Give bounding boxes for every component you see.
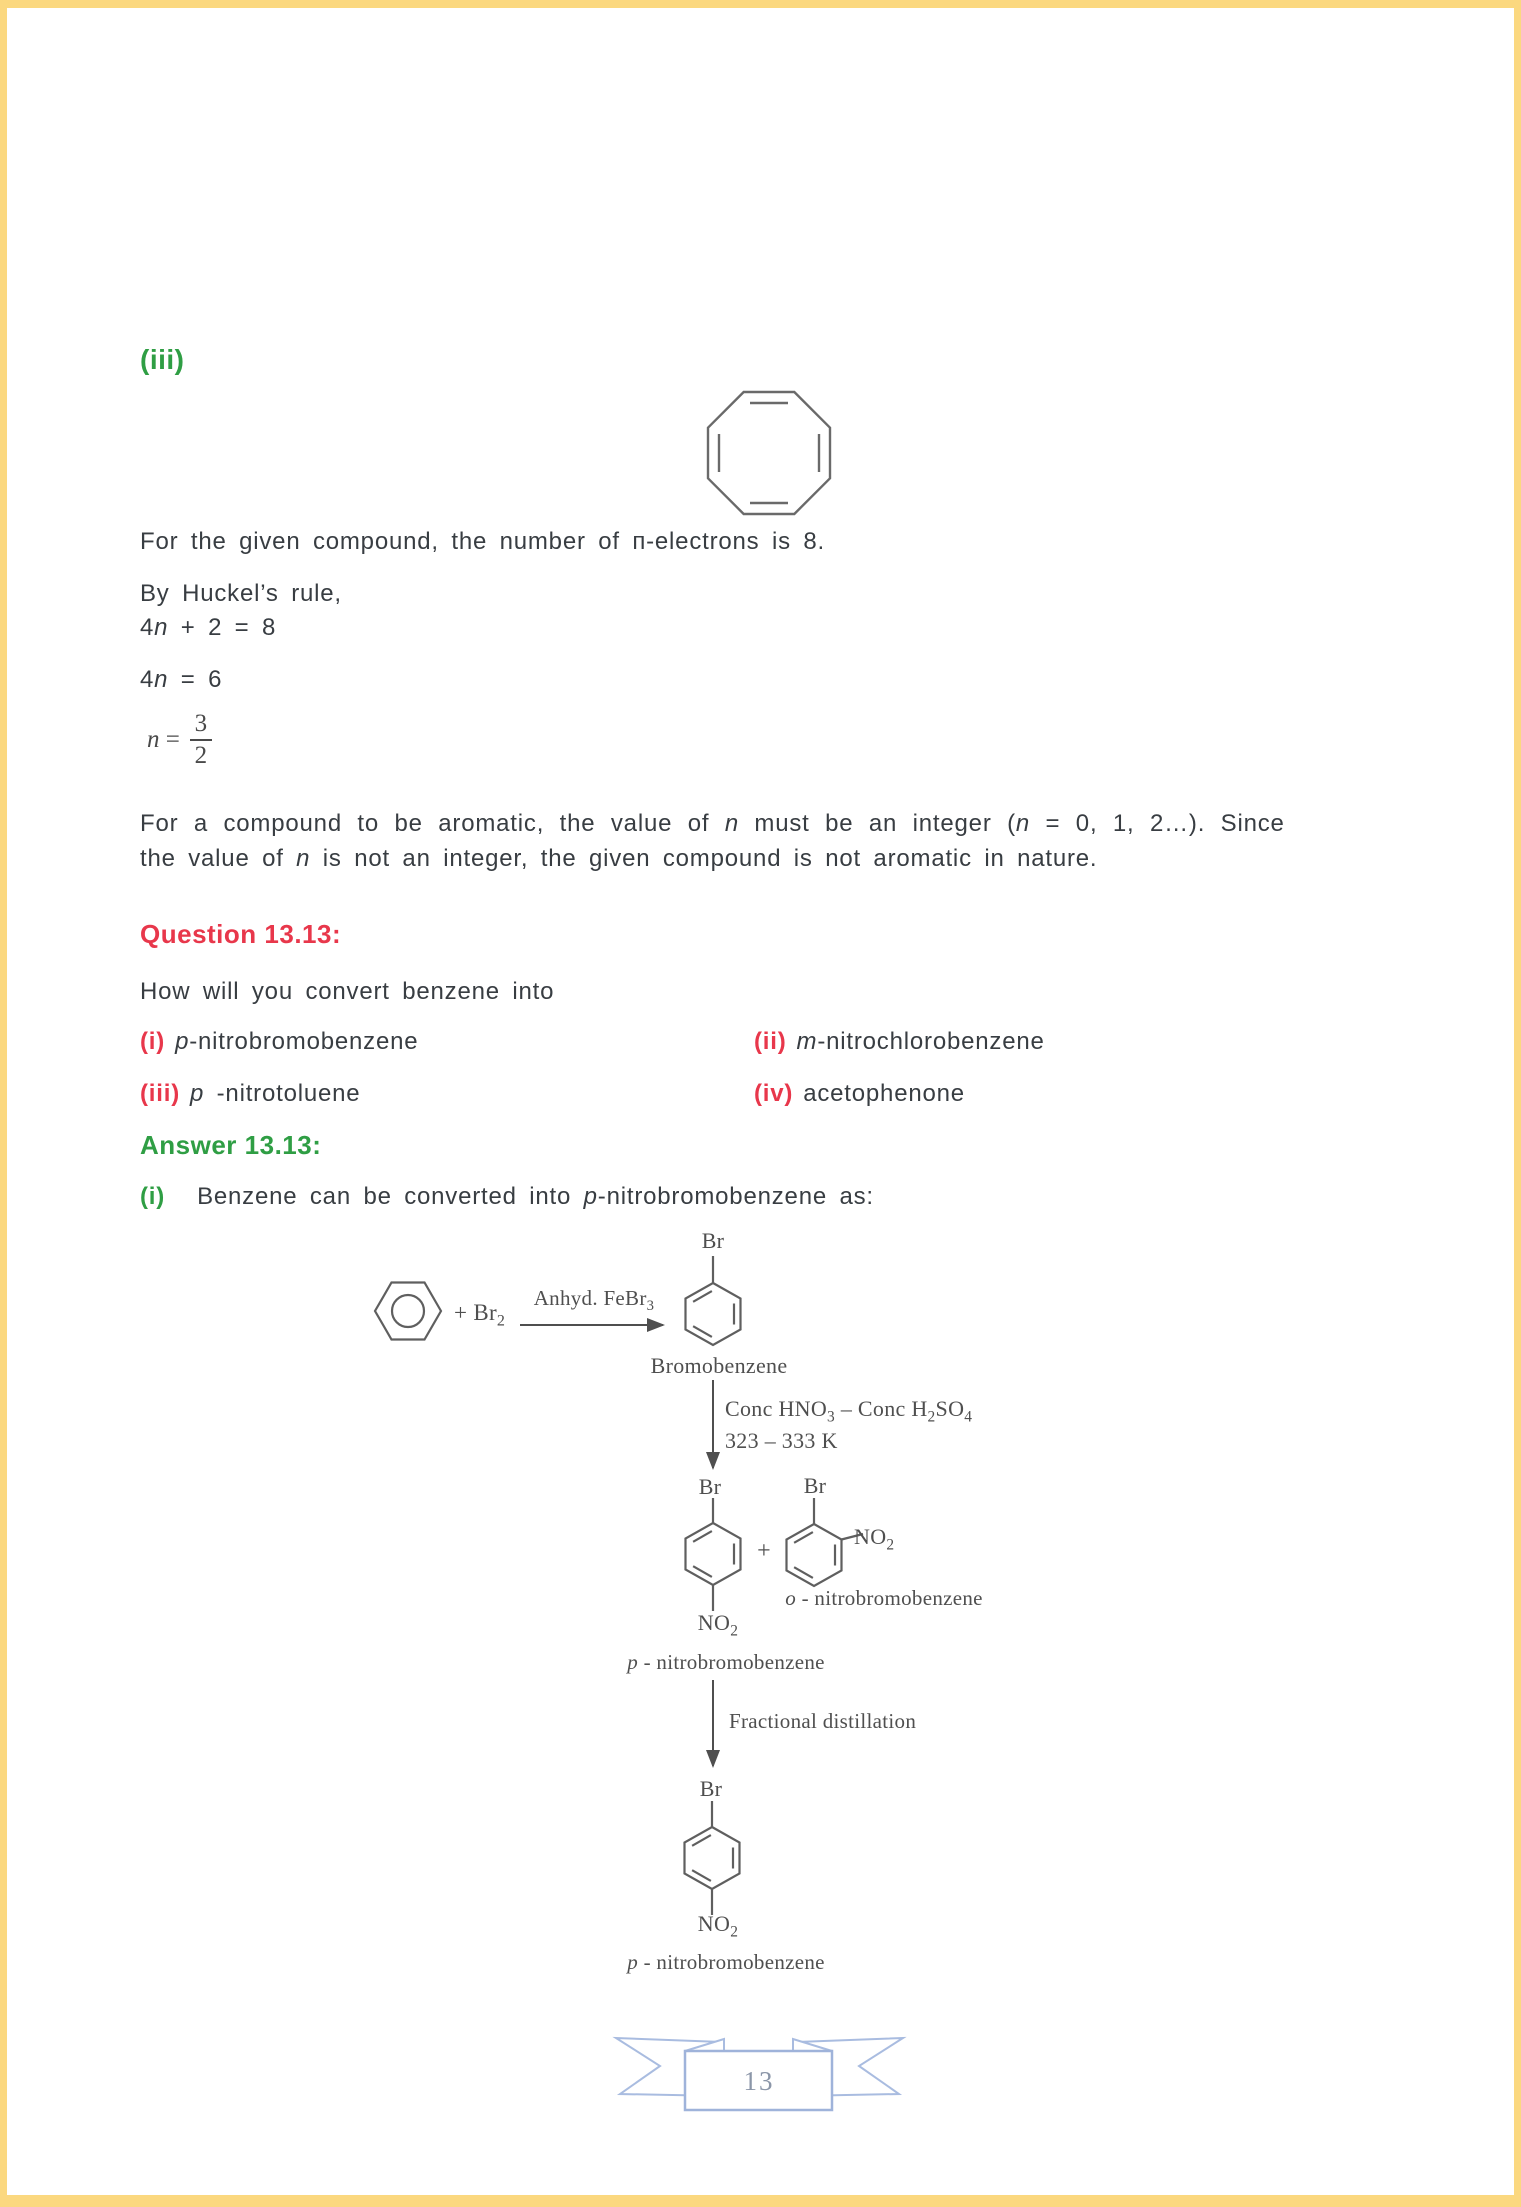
final-product-ring [685, 1827, 740, 1889]
question-heading: Question 13.13: [140, 919, 342, 949]
item-ii-label: (ii) [754, 1028, 787, 1055]
no2-label-para: $NO_2$ [697, 1610, 739, 1640]
item-iv-label: (iv) [754, 1080, 794, 1107]
reagent-br2-label: + $Br_2$ [454, 1300, 506, 1330]
no2-label-final: $NO_2$ [697, 1911, 739, 1941]
br-label-2: Br [698, 1474, 722, 1499]
question-item-i [140, 1028, 418, 1056]
item-iv-name: acetophenone [803, 1080, 965, 1107]
huckel-equation-2: 4n = 6 [140, 666, 223, 693]
item-ii-name: m-nitrochlorobenzene [796, 1028, 1045, 1055]
aromaticity-conclusion-line2: the value of n is not an integer, the given compound is not aromatic in nature. [140, 845, 1098, 872]
item-iii-name: p -nitrotoluene [190, 1080, 361, 1107]
fraction-numerator: 3 [194, 710, 208, 737]
item-i-label: (i) [140, 1028, 166, 1055]
br-label-3: Br [803, 1473, 827, 1498]
question-intro: How will you convert benzene into [140, 978, 555, 1005]
question-item-iii [140, 1080, 360, 1108]
answer-part-i-intro [140, 1183, 874, 1211]
item-i-name: p-nitrobromobenzene [175, 1028, 419, 1055]
octagon-ring [708, 392, 830, 514]
huckel-n-value [147, 711, 212, 770]
huckel-rule-intro: By Huckel’s rule, [140, 580, 342, 607]
no2-label-ortho: $NO_2$ [854, 1524, 895, 1554]
item-iii-label: (iii) [140, 1080, 180, 1107]
answer-part-i-label: (i) [140, 1183, 166, 1210]
br-label-1: Br [701, 1228, 725, 1253]
bromobenzene-label: Bromobenzene [650, 1353, 788, 1378]
answer-heading: Answer 13.13: [140, 1130, 322, 1160]
ortho-product-label: o - nitrobromobenzene [785, 1586, 983, 1610]
catalyst-febr3-label: Anhyd. FeBr$_3$ [533, 1286, 655, 1315]
part-iii-label: (iii) [140, 344, 185, 375]
ortho-product-ring [787, 1524, 842, 1586]
fractional-distillation-label: Fractional distillation [729, 1709, 917, 1733]
bromobenzene-ring [686, 1283, 741, 1345]
pi-electron-note: For the given compound, the number of п-electrons is 8. [140, 528, 825, 555]
fraction-lhs: n = [147, 726, 180, 754]
question-item-ii [754, 1028, 1045, 1056]
huckel-equation-1: 4n + 2 = 8 [140, 614, 277, 641]
fraction-bar [190, 739, 212, 741]
para-product-label-1: p - nitrobromobenzene [627, 1650, 825, 1674]
fraction-denominator: 2 [194, 742, 208, 770]
cyclooctatetraene-structure [697, 381, 842, 526]
aromaticity-conclusion-line1: For a compound to be aromatic, the value of n must be an integer (n = 0, 1, 2…). Since [140, 810, 1285, 837]
para-product-ring [686, 1523, 741, 1585]
answer-part-i-text: Benzene can be converted into p-nitrobromobenzene as: [197, 1183, 874, 1210]
question-item-iv [754, 1080, 965, 1108]
benzene-structure [375, 1283, 441, 1340]
fraction [190, 711, 212, 770]
page-number: 13 [743, 2066, 775, 2096]
nitration-temp-label: 323 – 333 K [725, 1428, 838, 1453]
nitration-reagents-label: Conc $HNO_3$ – Conc $H_2SO_4$ [725, 1396, 973, 1426]
br-label-4: Br [699, 1776, 723, 1801]
plus-sign: + [757, 1538, 771, 1564]
para-product-label-2: p - nitrobromobenzene [627, 1950, 825, 1974]
reaction-scheme-graphics [257, 1208, 1057, 1928]
